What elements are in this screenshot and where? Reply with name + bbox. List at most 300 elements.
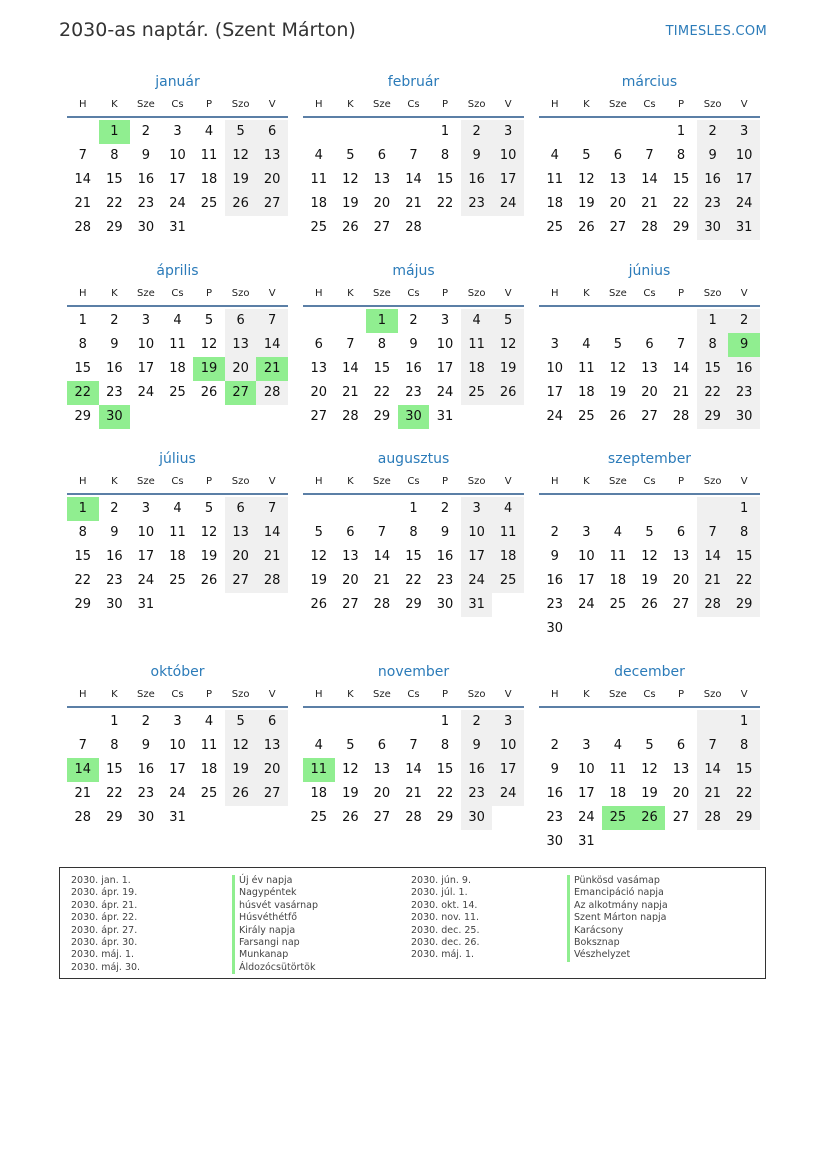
day-cell[interactable]: 16	[697, 168, 729, 192]
day-cell[interactable]: 17	[492, 168, 524, 192]
day-cell[interactable]: 6	[676, 738, 686, 753]
day-cell[interactable]: 22	[728, 569, 760, 593]
site-link[interactable]: TIMESLES.COM	[665, 24, 767, 39]
day-cell[interactable]: 22	[373, 385, 391, 400]
day-cell[interactable]: 15	[373, 361, 391, 376]
day-cell[interactable]: 14	[405, 172, 422, 187]
day-cell[interactable]: 23	[137, 196, 155, 211]
day-cell[interactable]: 27	[672, 597, 690, 612]
day-cell[interactable]: 31	[461, 593, 493, 617]
day-cell[interactable]: 25	[461, 381, 493, 405]
day-cell[interactable]: 11	[578, 361, 595, 376]
day-cell[interactable]: 21	[342, 385, 359, 400]
day-cell[interactable]: 17	[169, 762, 186, 777]
day-cell[interactable]: 6	[256, 120, 288, 144]
day-cell[interactable]: 18	[546, 196, 564, 211]
day-cell[interactable]: 15	[436, 172, 454, 187]
day-cell[interactable]: 26	[641, 597, 658, 612]
day-cell[interactable]: 21	[373, 573, 391, 588]
day-cell[interactable]: 5	[346, 738, 355, 753]
day-cell[interactable]: 31	[436, 409, 454, 424]
day-cell[interactable]: 29	[405, 597, 422, 612]
day-cell[interactable]: 17	[492, 758, 524, 782]
day-cell[interactable]: 16	[106, 361, 123, 376]
day-cell[interactable]: 17	[137, 361, 155, 376]
day-cell[interactable]: 3	[582, 738, 591, 753]
day-cell[interactable]: 2	[461, 710, 493, 734]
day-cell[interactable]: 7	[256, 309, 288, 333]
day-cell[interactable]: 25	[200, 786, 218, 801]
day-cell[interactable]: 5	[346, 148, 355, 163]
day-cell[interactable]: 21	[74, 786, 92, 801]
day-cell[interactable]: 29	[74, 409, 92, 424]
day-cell[interactable]: 4	[613, 525, 623, 540]
day-cell[interactable]: 28	[697, 593, 729, 617]
day-cell[interactable]: 12	[609, 361, 627, 376]
day-cell[interactable]: 20	[672, 786, 690, 801]
day-cell[interactable]: 19	[641, 573, 658, 588]
day-cell[interactable]: 2	[409, 313, 418, 328]
day-cell[interactable]: 21	[405, 786, 422, 801]
day-cell[interactable]: 22	[106, 196, 123, 211]
day-cell[interactable]: 23	[106, 573, 123, 588]
day-cell[interactable]: 6	[346, 525, 355, 540]
day-cell[interactable]: 10	[137, 337, 155, 352]
day-cell[interactable]: 22	[436, 196, 454, 211]
day-cell[interactable]: 25	[492, 569, 524, 593]
day-cell[interactable]: 27	[373, 810, 391, 825]
day-cell[interactable]: 5	[225, 710, 257, 734]
day-cell[interactable]: 30	[728, 405, 760, 429]
day-cell[interactable]: 18	[310, 786, 328, 801]
day-cell[interactable]: 9	[409, 337, 418, 352]
day-cell[interactable]: 24	[492, 782, 524, 806]
day-cell[interactable]: 7	[409, 738, 418, 753]
day-cell[interactable]: 26	[492, 381, 524, 405]
day-cell[interactable]: 27	[641, 409, 658, 424]
day-cell[interactable]: 4	[492, 497, 524, 521]
day-cell[interactable]: 23	[436, 573, 454, 588]
day-cell[interactable]: 30	[546, 621, 564, 636]
day-cell[interactable]: 14	[373, 549, 391, 564]
day-cell[interactable]: 7	[697, 521, 729, 545]
day-cell[interactable]: 8	[110, 738, 119, 753]
day-cell[interactable]: 4	[613, 738, 623, 753]
day-cell[interactable]: 22	[672, 196, 690, 211]
day-cell[interactable]: 20	[256, 758, 288, 782]
day-cell[interactable]: 25	[169, 385, 186, 400]
day-cell[interactable]: 26	[634, 806, 666, 830]
day-cell[interactable]: 28	[342, 409, 359, 424]
day-cell[interactable]: 1	[99, 120, 131, 144]
day-cell[interactable]: 21	[697, 569, 729, 593]
day-cell[interactable]: 2	[110, 313, 119, 328]
day-cell[interactable]: 3	[550, 337, 559, 352]
day-cell[interactable]: 9	[110, 337, 119, 352]
day-cell[interactable]: 3	[582, 525, 591, 540]
day-cell[interactable]: 16	[546, 573, 564, 588]
day-cell[interactable]: 1	[78, 313, 87, 328]
day-cell[interactable]: 4	[461, 309, 493, 333]
day-cell[interactable]: 18	[578, 385, 595, 400]
day-cell[interactable]: 31	[169, 810, 186, 825]
day-cell[interactable]: 14	[697, 758, 729, 782]
day-cell[interactable]: 23	[461, 192, 493, 216]
day-cell[interactable]: 26	[578, 220, 595, 235]
day-cell[interactable]: 5	[492, 309, 524, 333]
day-cell[interactable]: 17	[546, 385, 564, 400]
day-cell[interactable]: 29	[74, 597, 92, 612]
day-cell[interactable]: 29	[373, 409, 391, 424]
day-cell[interactable]: 14	[256, 521, 288, 545]
day-cell[interactable]: 5	[613, 337, 623, 352]
day-cell[interactable]: 22	[67, 381, 99, 405]
day-cell[interactable]: 9	[141, 738, 151, 753]
day-cell[interactable]: 30	[461, 806, 493, 830]
day-cell[interactable]: 15	[106, 762, 123, 777]
day-cell[interactable]: 12	[342, 172, 359, 187]
day-cell[interactable]: 20	[256, 168, 288, 192]
day-cell[interactable]: 25	[169, 573, 186, 588]
day-cell[interactable]: 19	[492, 357, 524, 381]
day-cell[interactable]: 27	[225, 381, 257, 405]
day-cell[interactable]: 28	[405, 810, 422, 825]
day-cell[interactable]: 3	[728, 120, 760, 144]
day-cell[interactable]: 24	[546, 409, 564, 424]
day-cell[interactable]: 11	[169, 525, 186, 540]
day-cell[interactable]: 26	[342, 810, 359, 825]
day-cell[interactable]: 7	[78, 148, 87, 163]
day-cell[interactable]: 25	[609, 597, 627, 612]
day-cell[interactable]: 5	[645, 738, 654, 753]
day-cell[interactable]: 9	[550, 549, 559, 564]
day-cell[interactable]: 15	[728, 758, 760, 782]
day-cell[interactable]: 6	[613, 148, 623, 163]
day-cell[interactable]: 19	[225, 758, 257, 782]
day-cell[interactable]: 11	[461, 333, 493, 357]
day-cell[interactable]: 8	[78, 525, 87, 540]
day-cell[interactable]: 21	[405, 196, 422, 211]
day-cell[interactable]: 13	[609, 172, 627, 187]
day-cell[interactable]: 4	[204, 124, 214, 139]
day-cell[interactable]: 27	[256, 782, 288, 806]
day-cell[interactable]: 30	[398, 405, 430, 429]
day-cell[interactable]: 7	[256, 497, 288, 521]
day-cell[interactable]: 5	[225, 120, 257, 144]
day-cell[interactable]: 3	[173, 714, 182, 729]
day-cell[interactable]: 6	[645, 337, 654, 352]
day-cell[interactable]: 7	[377, 525, 387, 540]
day-cell[interactable]: 13	[641, 361, 658, 376]
day-cell[interactable]: 28	[373, 597, 391, 612]
day-cell[interactable]: 29	[728, 593, 760, 617]
day-cell[interactable]: 13	[373, 172, 391, 187]
day-cell[interactable]: 20	[225, 545, 257, 569]
day-cell[interactable]: 23	[106, 385, 123, 400]
day-cell[interactable]: 1	[440, 124, 450, 139]
day-cell[interactable]: 12	[641, 549, 658, 564]
day-cell[interactable]: 21	[256, 545, 288, 569]
day-cell[interactable]: 30	[137, 220, 155, 235]
day-cell[interactable]: 11	[303, 758, 335, 782]
day-cell[interactable]: 1	[728, 710, 760, 734]
day-cell[interactable]: 11	[609, 762, 627, 777]
day-cell[interactable]: 15	[74, 549, 92, 564]
day-cell[interactable]: 27	[672, 810, 690, 825]
day-cell[interactable]: 12	[578, 172, 595, 187]
day-cell[interactable]: 6	[314, 337, 323, 352]
day-cell[interactable]: 29	[697, 405, 729, 429]
day-cell[interactable]: 26	[310, 597, 328, 612]
day-cell[interactable]: 9	[697, 144, 729, 168]
day-cell[interactable]: 23	[461, 782, 493, 806]
day-cell[interactable]: 21	[74, 196, 92, 211]
day-cell[interactable]: 3	[461, 497, 493, 521]
day-cell[interactable]: 6	[377, 148, 387, 163]
day-cell[interactable]: 30	[137, 810, 155, 825]
day-cell[interactable]: 30	[99, 405, 131, 429]
day-cell[interactable]: 30	[106, 597, 123, 612]
day-cell[interactable]: 2	[440, 501, 450, 516]
day-cell[interactable]: 7	[645, 148, 654, 163]
day-cell[interactable]: 15	[697, 357, 729, 381]
day-cell[interactable]: 28	[74, 220, 92, 235]
day-cell[interactable]: 28	[672, 409, 690, 424]
day-cell[interactable]: 14	[256, 333, 288, 357]
day-cell[interactable]: 4	[314, 738, 323, 753]
day-cell[interactable]: 9	[440, 525, 450, 540]
day-cell[interactable]: 24	[578, 597, 595, 612]
day-cell[interactable]: 22	[728, 782, 760, 806]
day-cell[interactable]: 7	[676, 337, 686, 352]
day-cell[interactable]: 23	[697, 192, 729, 216]
day-cell[interactable]: 16	[405, 361, 422, 376]
day-cell[interactable]: 18	[169, 549, 186, 564]
day-cell[interactable]: 25	[546, 220, 564, 235]
day-cell[interactable]: 27	[373, 220, 391, 235]
day-cell[interactable]: 8	[440, 148, 450, 163]
day-cell[interactable]: 13	[672, 549, 690, 564]
day-cell[interactable]: 30	[697, 216, 729, 240]
day-cell[interactable]: 1	[676, 124, 686, 139]
day-cell[interactable]: 1	[697, 309, 729, 333]
day-cell[interactable]: 9	[461, 144, 493, 168]
day-cell[interactable]: 16	[106, 549, 123, 564]
day-cell[interactable]: 19	[578, 196, 595, 211]
day-cell[interactable]: 22	[405, 573, 422, 588]
day-cell[interactable]: 23	[546, 810, 564, 825]
day-cell[interactable]: 5	[314, 525, 323, 540]
day-cell[interactable]: 19	[641, 786, 658, 801]
day-cell[interactable]: 16	[137, 172, 155, 187]
day-cell[interactable]: 8	[728, 734, 760, 758]
day-cell[interactable]: 31	[169, 220, 186, 235]
day-cell[interactable]: 19	[310, 573, 328, 588]
day-cell[interactable]: 2	[461, 120, 493, 144]
day-cell[interactable]: 28	[74, 810, 92, 825]
day-cell[interactable]: 26	[200, 385, 218, 400]
day-cell[interactable]: 21	[697, 782, 729, 806]
day-cell[interactable]: 31	[728, 216, 760, 240]
day-cell[interactable]: 7	[346, 337, 355, 352]
day-cell[interactable]: 17	[578, 573, 595, 588]
day-cell[interactable]: 10	[436, 337, 454, 352]
day-cell[interactable]: 3	[141, 313, 151, 328]
day-cell[interactable]: 18	[609, 786, 627, 801]
day-cell[interactable]: 12	[342, 762, 359, 777]
day-cell[interactable]: 18	[461, 357, 493, 381]
day-cell[interactable]: 15	[728, 545, 760, 569]
day-cell[interactable]: 24	[461, 569, 493, 593]
day-cell[interactable]: 2	[728, 309, 760, 333]
day-cell[interactable]: 8	[676, 148, 686, 163]
day-cell[interactable]: 27	[225, 569, 257, 593]
day-cell[interactable]: 7	[78, 738, 87, 753]
day-cell[interactable]: 17	[461, 545, 493, 569]
day-cell[interactable]: 14	[672, 361, 690, 376]
day-cell[interactable]: 18	[492, 545, 524, 569]
day-cell[interactable]: 2	[550, 525, 559, 540]
day-cell[interactable]: 13	[256, 144, 288, 168]
day-cell[interactable]: 10	[578, 549, 595, 564]
day-cell[interactable]: 12	[225, 734, 257, 758]
day-cell[interactable]: 29	[106, 810, 123, 825]
day-cell[interactable]: 25	[578, 409, 595, 424]
day-cell[interactable]: 11	[609, 549, 627, 564]
day-cell[interactable]: 17	[137, 549, 155, 564]
day-cell[interactable]: 21	[672, 385, 690, 400]
day-cell[interactable]: 18	[169, 361, 186, 376]
day-cell[interactable]: 23	[728, 381, 760, 405]
day-cell[interactable]: 24	[728, 192, 760, 216]
day-cell[interactable]: 5	[582, 148, 591, 163]
day-cell[interactable]: 9	[550, 762, 559, 777]
day-cell[interactable]: 23	[137, 786, 155, 801]
day-cell[interactable]: 28	[697, 806, 729, 830]
day-cell[interactable]: 21	[256, 357, 288, 381]
day-cell[interactable]: 16	[137, 762, 155, 777]
day-cell[interactable]: 6	[225, 497, 257, 521]
day-cell[interactable]: 17	[436, 361, 454, 376]
day-cell[interactable]: 4	[582, 337, 591, 352]
day-cell[interactable]: 27	[256, 192, 288, 216]
day-cell[interactable]: 3	[173, 124, 182, 139]
day-cell[interactable]: 17	[169, 172, 186, 187]
day-cell[interactable]: 8	[110, 148, 119, 163]
day-cell[interactable]: 10	[492, 144, 524, 168]
day-cell[interactable]: 12	[310, 549, 328, 564]
day-cell[interactable]: 12	[200, 525, 218, 540]
day-cell[interactable]: 19	[609, 385, 627, 400]
day-cell[interactable]: 13	[342, 549, 359, 564]
day-cell[interactable]: 16	[728, 357, 760, 381]
day-cell[interactable]: 4	[173, 313, 182, 328]
day-cell[interactable]: 20	[641, 385, 658, 400]
day-cell[interactable]: 12	[200, 337, 218, 352]
day-cell[interactable]: 13	[310, 361, 328, 376]
day-cell[interactable]: 14	[74, 172, 92, 187]
day-cell[interactable]: 25	[310, 220, 328, 235]
day-cell[interactable]: 22	[436, 786, 454, 801]
day-cell[interactable]: 3	[492, 710, 524, 734]
day-cell[interactable]: 31	[137, 597, 155, 612]
day-cell[interactable]: 8	[728, 521, 760, 545]
day-cell[interactable]: 13	[256, 734, 288, 758]
day-cell[interactable]: 13	[373, 762, 391, 777]
day-cell[interactable]: 11	[546, 172, 564, 187]
day-cell[interactable]: 2	[141, 124, 151, 139]
day-cell[interactable]: 21	[641, 196, 658, 211]
day-cell[interactable]: 17	[728, 168, 760, 192]
day-cell[interactable]: 1	[110, 714, 119, 729]
day-cell[interactable]: 10	[578, 762, 595, 777]
day-cell[interactable]: 20	[373, 196, 391, 211]
day-cell[interactable]: 14	[697, 545, 729, 569]
day-cell[interactable]: 13	[225, 521, 257, 545]
day-cell[interactable]: 4	[173, 501, 182, 516]
day-cell[interactable]: 9	[141, 148, 151, 163]
day-cell[interactable]: 29	[728, 806, 760, 830]
day-cell[interactable]: 28	[641, 220, 658, 235]
day-cell[interactable]: 19	[200, 549, 218, 564]
day-cell[interactable]: 19	[342, 196, 359, 211]
day-cell[interactable]: 28	[405, 220, 422, 235]
day-cell[interactable]: 16	[546, 786, 564, 801]
day-cell[interactable]: 13	[225, 333, 257, 357]
day-cell[interactable]: 20	[373, 786, 391, 801]
day-cell[interactable]: 20	[342, 573, 359, 588]
day-cell[interactable]: 24	[492, 192, 524, 216]
day-cell[interactable]: 10	[169, 738, 186, 753]
day-cell[interactable]: 14	[405, 762, 422, 777]
day-cell[interactable]: 10	[492, 734, 524, 758]
day-cell[interactable]: 29	[106, 220, 123, 235]
day-cell[interactable]: 27	[342, 597, 359, 612]
day-cell[interactable]: 28	[256, 381, 288, 405]
day-cell[interactable]: 14	[67, 758, 99, 782]
day-cell[interactable]: 7	[697, 734, 729, 758]
day-cell[interactable]: 2	[550, 738, 559, 753]
day-cell[interactable]: 26	[609, 409, 627, 424]
day-cell[interactable]: 10	[728, 144, 760, 168]
day-cell[interactable]: 11	[200, 148, 218, 163]
day-cell[interactable]: 1	[67, 497, 99, 521]
day-cell[interactable]: 13	[672, 762, 690, 777]
day-cell[interactable]: 12	[641, 762, 658, 777]
day-cell[interactable]: 9	[728, 333, 760, 357]
day-cell[interactable]: 8	[78, 337, 87, 352]
day-cell[interactable]: 1	[366, 309, 398, 333]
day-cell[interactable]: 20	[609, 196, 627, 211]
day-cell[interactable]: 16	[436, 549, 454, 564]
day-cell[interactable]: 9	[461, 734, 493, 758]
day-cell[interactable]: 20	[225, 357, 257, 381]
day-cell[interactable]: 8	[377, 337, 387, 352]
day-cell[interactable]: 31	[578, 834, 595, 849]
day-cell[interactable]: 8	[409, 525, 418, 540]
day-cell[interactable]: 10	[137, 525, 155, 540]
day-cell[interactable]: 8	[440, 738, 450, 753]
day-cell[interactable]: 18	[310, 196, 328, 211]
day-cell[interactable]: 2	[141, 714, 151, 729]
day-cell[interactable]: 2	[110, 501, 119, 516]
day-cell[interactable]: 19	[193, 357, 225, 381]
day-cell[interactable]: 1	[728, 497, 760, 521]
day-cell[interactable]: 29	[436, 810, 454, 825]
day-cell[interactable]: 6	[256, 710, 288, 734]
day-cell[interactable]: 18	[609, 573, 627, 588]
day-cell[interactable]: 1	[409, 501, 418, 516]
